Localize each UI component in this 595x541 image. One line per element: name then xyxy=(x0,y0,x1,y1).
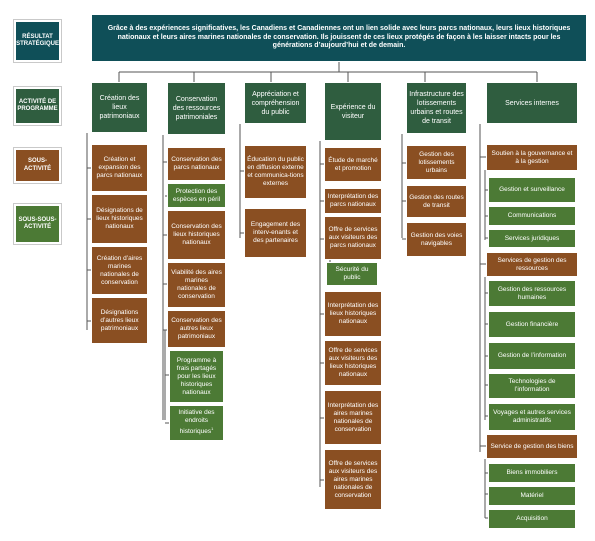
sub-sub-activity-box xyxy=(169,405,224,441)
sub-activity-box: Désignations d’autres lieux patrimoniaux xyxy=(91,297,148,344)
sub-activity-box: Éducation du public en diffusion externe et communica-tions externes xyxy=(244,145,307,199)
sub-sub-activity-box: Services juridiques xyxy=(488,229,576,248)
activity-conservation-ressources: Conservation des ressources patrimoniales xyxy=(167,82,226,135)
sub-activity-box: Création et expansion des parcs nationaux xyxy=(91,144,148,192)
legend-resultat-strategique: RÉSULTAT STRATÉGIQUE xyxy=(14,20,61,62)
sub-sub-activity-box: Voyages et autres services administratifs xyxy=(488,403,576,431)
sub-activity-box: Offre de services aux visiteurs des lieux historiques nationaux xyxy=(324,340,382,386)
sub-sub-activity-box: Gestion financière xyxy=(488,311,576,338)
sub-sub-activity-box: Matériel xyxy=(488,486,576,506)
sub-activity-box: Soutien à la gouvernance et à la gestion xyxy=(486,144,578,171)
sub-activity-box: Engagement des interv-enants et des partenaires xyxy=(244,208,307,258)
sub-sub-activity-box: Programme à frais partagés pour les lieux historiques nationaux xyxy=(169,350,224,403)
strategic-outcome: Grâce à des expériences significatives, les Canadiens et Canadiennes ont un lien solide avec leurs parcs nationaux, leurs lieux historiques nationaux et leurs aires marines nationales de conservation. Ils jouissent de ces lieux protégés de façon à les laisser intacts pour les générations d’aujourd’hui et de demain. xyxy=(91,14,587,62)
sub-sub-activity-box: Sécurité du public xyxy=(326,262,378,286)
legend-sous-sous-activite: SOUS-SOUS-ACTIVITÉ xyxy=(14,204,61,244)
sub-sub-activity-box: Technologies de l’information xyxy=(488,373,576,399)
sub-activity-box: Gestion des routes de transit xyxy=(406,185,467,218)
footnote-marker: 1 xyxy=(211,426,214,432)
activity-appreciation-public: Appréciation et compréhension du public xyxy=(244,82,307,124)
sub-sub-activity-box: Gestion et surveillance xyxy=(488,177,576,203)
sub-sub-activity-box: Communications xyxy=(488,206,576,226)
sub-activity-box: Gestion des lotissements urbains xyxy=(406,145,467,180)
sub-activity-box: Désignations de lieux historiques nationaux xyxy=(91,194,148,244)
legend-sous-activite: SOUS-ACTIVITÉ xyxy=(14,148,61,183)
sub-activity-box: Conservation des lieux historiques nationaux xyxy=(167,210,226,260)
sub-activity-box: Offre de services aux visiteurs des aires marines nationales de conservation xyxy=(324,449,382,510)
activity-services-internes: Services internes xyxy=(486,82,578,124)
activity-experience-visiteur: Expérience du visiteur xyxy=(324,82,382,141)
sub-sub-activity-box: Protection des espèces en péril xyxy=(167,183,226,208)
sub-sub-activity-box: Acquisition xyxy=(488,509,576,529)
sub-activity-box: Interprétation des aires marines nationales de conservation xyxy=(324,390,382,445)
sub-sub-activity-box: Gestion de l’information xyxy=(488,342,576,370)
sub-activity-box: Gestion des voies navigables xyxy=(406,222,467,257)
legend-activite-de-programme: ACTIVITÉ DE PROGRAMME xyxy=(14,87,61,125)
sub-activity-box: Étude de marché et promotion xyxy=(324,147,382,182)
activity-infrastructure: Infrastructure des lotissements urbains et routes de transit xyxy=(406,82,467,134)
activity-creation-lieux: Création des lieux patrimoniaux xyxy=(91,82,148,133)
sub-activity-box: Création d’aires marines nationales de conservation xyxy=(91,246,148,295)
sub-activity-box: Offre de services aux visiteurs des parcs nationaux xyxy=(324,216,382,260)
sub-activity-box: Viabilité des aires marines nationales de conservation xyxy=(167,262,226,308)
initiative-label: Initiative des endroits historiques xyxy=(178,409,215,436)
sub-activity-box: Interprétation des lieux historiques nationaux xyxy=(324,291,382,337)
sub-activity-box: Services de gestion des ressources xyxy=(486,252,578,277)
sub-activity-box: Interprétation des parcs nationaux xyxy=(324,188,382,214)
sub-activity-box: Conservation des autres lieux patrimoniaux xyxy=(167,310,226,348)
sub-sub-activity-box: Biens immobiliers xyxy=(488,463,576,483)
sub-activity-box: Conservation des parcs nationaux xyxy=(167,147,226,181)
sub-sub-activity-box: Gestion des ressources humaines xyxy=(488,280,576,307)
sub-activity-box: Service de gestion des biens xyxy=(486,434,578,459)
